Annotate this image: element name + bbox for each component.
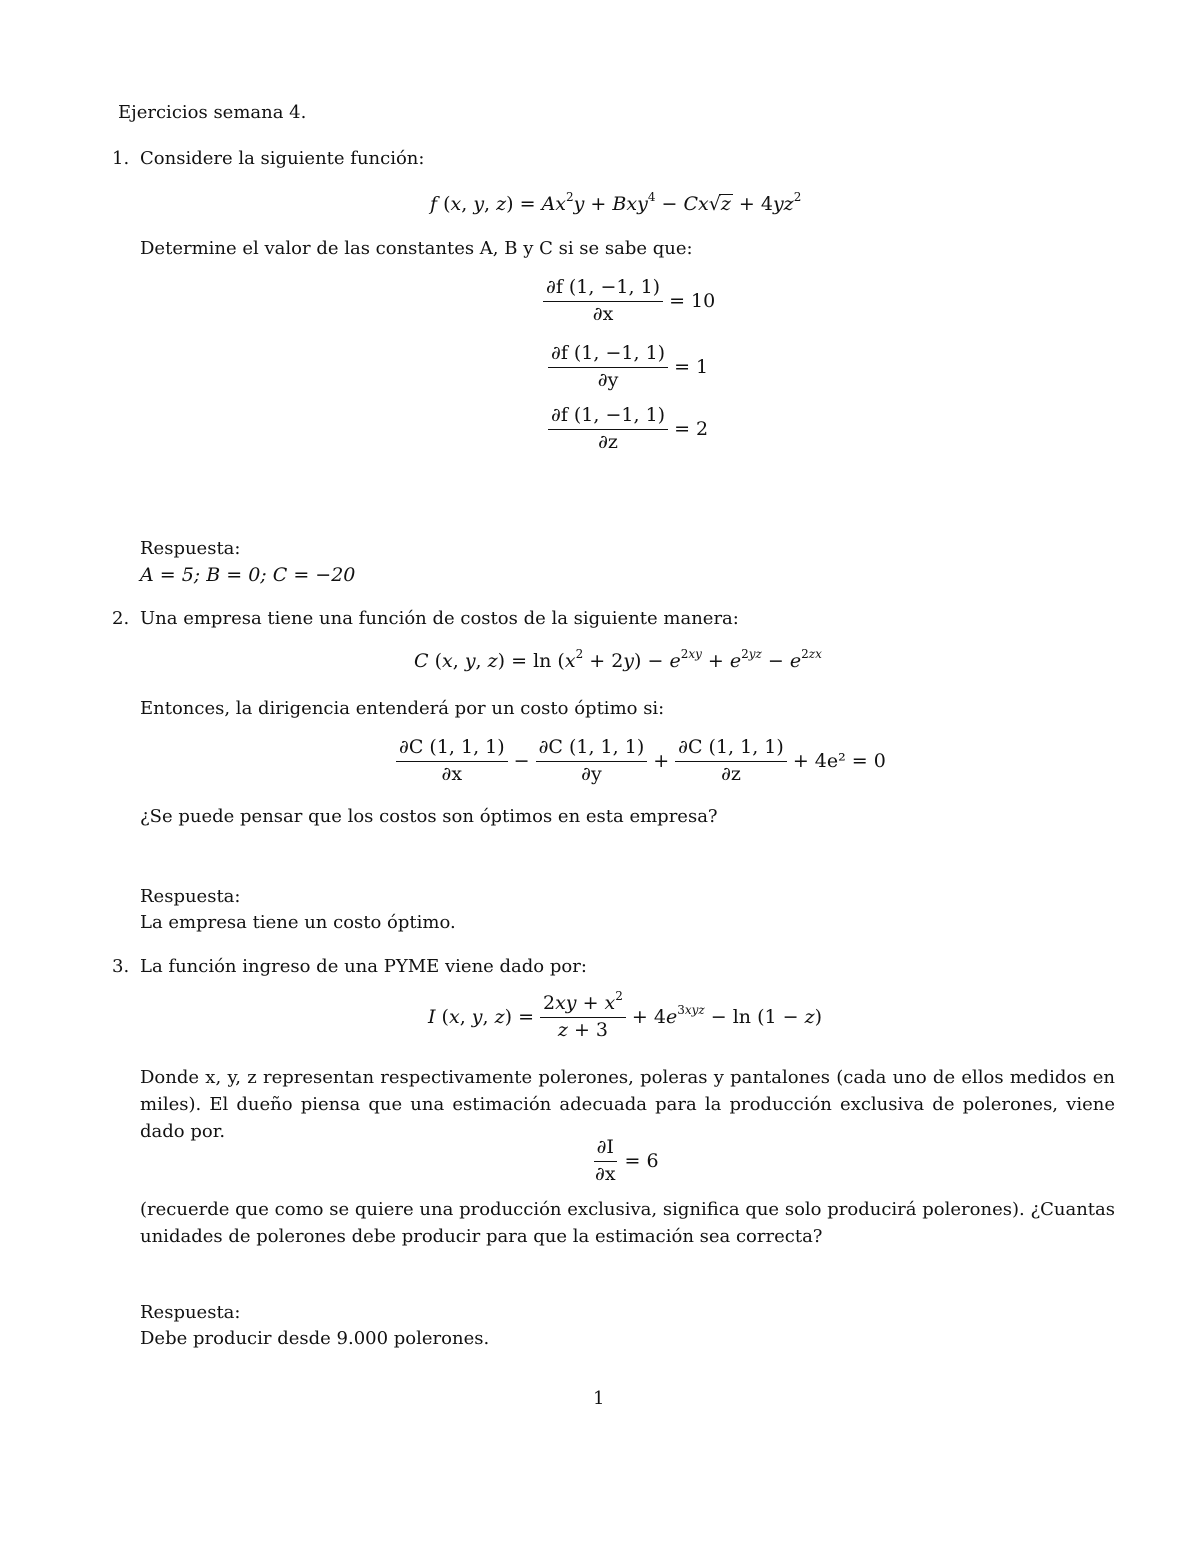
problem-2-equation: C (x, y, $z) = \ln (x^2 + 2y) - e^{2xy} + e^{2yz} - e^{2zx}$ xyxy=(414,647,822,672)
condition-tail: + 4e² = 0 xyxy=(792,749,886,772)
problem-1-number: 1. xyxy=(112,148,130,169)
condition-numerator: ∂I xyxy=(594,1138,617,1162)
problem-3-number: 3. xyxy=(112,956,130,977)
problem-1-intro: Considere la siguiente función: xyxy=(140,148,425,169)
problem-2-instruction: Entonces, la dirigencia entenderá por un costo óptimo si: xyxy=(140,698,665,719)
term-1-denominator: ∂x xyxy=(441,762,463,785)
term-2-denominator: ∂y xyxy=(581,762,602,785)
condition-denominator: ∂x xyxy=(595,1162,616,1185)
minus-sign: − xyxy=(513,749,530,772)
problem-2-intro: Una empresa tiene una función de costos de la siguiente manera: xyxy=(140,608,739,629)
term-3-numerator: ∂C (1, 1, 1) xyxy=(675,738,787,762)
problem-1-instruction: Determine el valor de las constantes A, B y C si se sabe que: xyxy=(140,238,693,259)
plus-sign: + xyxy=(653,749,670,772)
problem-3-answer: Debe producir desde 9.000 polerones. xyxy=(140,1328,490,1349)
problem-2-question: ¿Se puede pensar que los costos son óptimos en esta empresa? xyxy=(140,806,718,827)
problem-1-condition-z xyxy=(548,406,708,453)
condition-y-denominator: ∂y xyxy=(597,368,619,391)
problem-1-equation: f (x, y, $z) = Ax^2y + Bxy^4 - Cx√z + 4yz^2$ xyxy=(430,190,802,215)
condition-x-rhs: = 10 xyxy=(669,289,716,312)
condition-z-denominator: ∂z xyxy=(598,430,618,453)
page-title: Ejercicios semana 4. xyxy=(118,102,307,123)
problem-1-answer: A = 5; B = 0; C = −20 xyxy=(140,564,356,586)
condition-rhs: = 6 xyxy=(624,1149,659,1172)
problem-3-equation: I (x, y, z) = $\frac{2xy + x^2}{z + 3}$ + $4e^{3xyz} - \ln (1 - z)$ xyxy=(428,989,823,1041)
term-3-denominator: ∂z xyxy=(721,762,741,785)
problem-3-answer-label: Respuesta: xyxy=(140,1302,241,1323)
condition-x-numerator: ∂f (1, −1, 1) xyxy=(543,278,663,302)
condition-x-denominator: ∂x xyxy=(592,302,614,325)
problem-3-condition xyxy=(592,1138,659,1185)
term-2-numerator: ∂C (1, 1, 1) xyxy=(536,738,648,762)
condition-z-numerator: ∂f (1, −1, 1) xyxy=(548,406,668,430)
problem-2-answer-label: Respuesta: xyxy=(140,886,241,907)
problem-1-answer-label: Respuesta: xyxy=(140,538,241,559)
problem-2-condition xyxy=(396,738,886,785)
problem-3-question: (recuerde que como se quiere una producción exclusiva, significa que solo producirá polerones). ¿Cuantas unidades de polerones debe producir para que la estimación sea correcta? xyxy=(140,1199,1115,1247)
condition-y-rhs: = 1 xyxy=(674,355,709,378)
problem-1-condition-x xyxy=(543,278,715,325)
condition-y-numerator: ∂f (1, −1, 1) xyxy=(548,344,668,368)
problem-2-number: 2. xyxy=(112,608,130,629)
problem-3-intro: La función ingreso de una PYME viene dado por: xyxy=(140,956,587,977)
problem-3-description: Donde x, y, z representan respectivamente polerones, poleras y pantalones (cada uno de ellos medidos en miles). El dueño piensa que una estimación adecuada para la producción exclusiva de polerones, viene dado por. xyxy=(140,1067,1115,1142)
page-number: 1 xyxy=(593,1388,605,1409)
term-1-numerator: ∂C (1, 1, 1) xyxy=(396,738,508,762)
problem-1-condition-y xyxy=(548,344,708,391)
problem-2-answer: La empresa tiene un costo óptimo. xyxy=(140,912,456,933)
condition-z-rhs: = 2 xyxy=(674,417,709,440)
